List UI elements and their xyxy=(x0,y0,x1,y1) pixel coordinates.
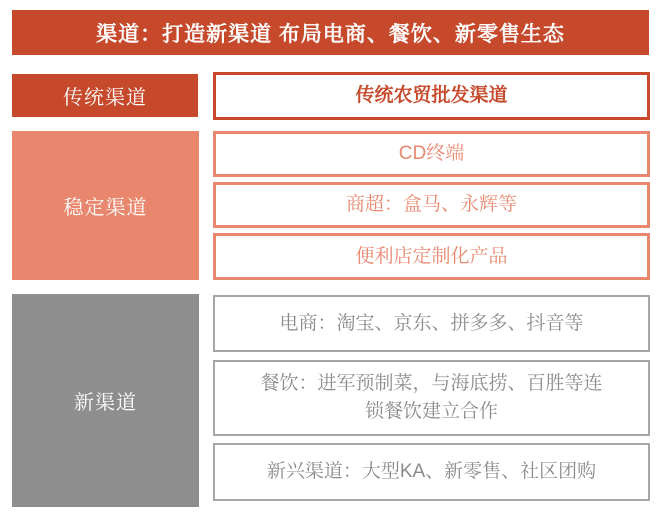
section-label-stable-channel: 稳定渠道 xyxy=(12,131,199,280)
box-catering-prepared-food: 餐饮：进军预制菜，与海底捞、百胜等连锁餐饮建立合作 xyxy=(213,360,650,436)
box-traditional-wholesale-channel: 传统农贸批发渠道 xyxy=(213,72,650,120)
box-convenience-store-products: 便利店定制化产品 xyxy=(213,233,650,280)
box-cd-terminal: CD终端 xyxy=(213,131,650,177)
section-label-new-channel: 新渠道 xyxy=(12,294,199,507)
box-ecommerce-platforms: 电商：淘宝、京东、拼多多、抖音等 xyxy=(213,295,650,352)
title-banner: 渠道：打造新渠道 布局电商、餐饮、新零售生态 xyxy=(12,10,649,55)
box-emerging-channels: 新兴渠道：大型KA、新零售、社区团购 xyxy=(213,443,650,501)
box-supermarket: 商超：盒马、永辉等 xyxy=(213,182,650,228)
section-label-traditional-channel: 传统渠道 xyxy=(12,74,198,117)
